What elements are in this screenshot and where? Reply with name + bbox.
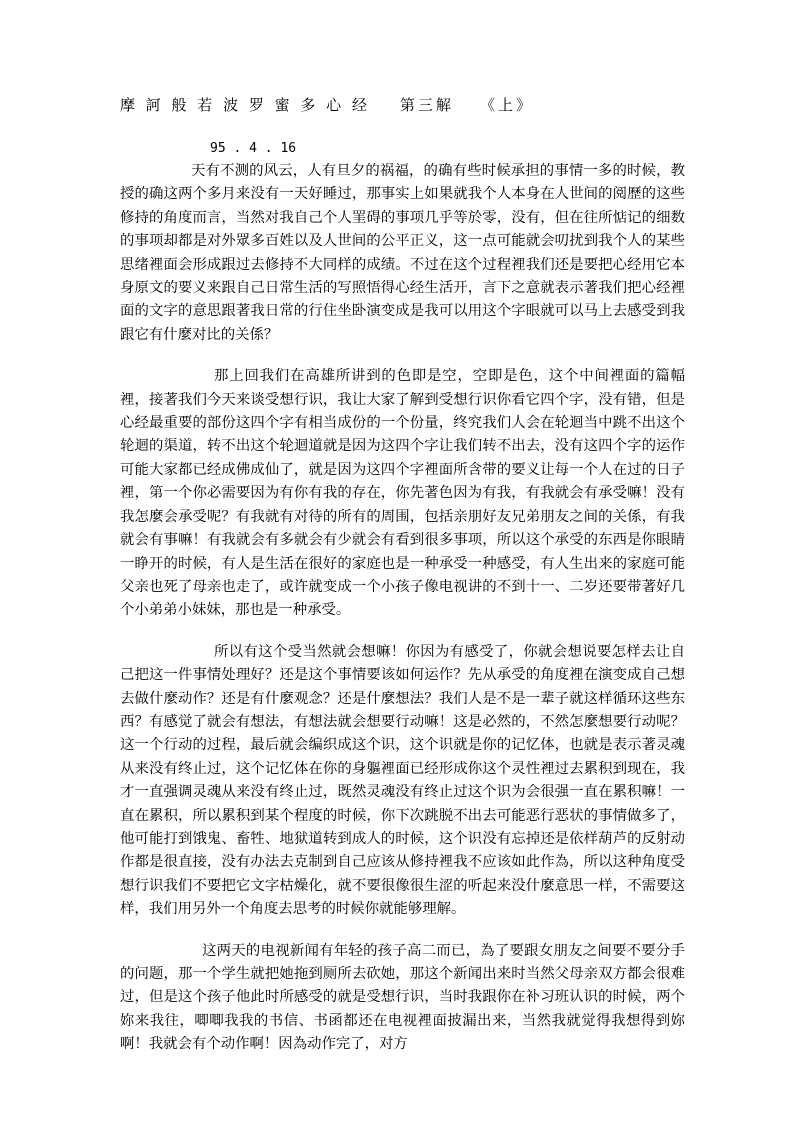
title-volume: 《上》	[479, 96, 534, 114]
paragraph-2: 那上回我们在高雄所讲到的色即是空，空即是色，这个中间裡面的篇幅裡，接著我们今天来谈受想行识，我让大家了解到受想行识你看它四个字，没有错，但是心经最重要的部份这四个字有相当成份的一个份量，终究我们人会在轮迴当中跳不出这个轮迴的渠道，转不出这个轮迴道就是因为这四个字让我们转不出去，没有这四个字的运作可能大家都已经成佛成仙了，就是因为这四个字裡面所含带的要义让每一个人在过的日子裡，第一个你必需要因为有你有我的存在，你先著色因为有我，有我就会有承受嘛！没有我怎麼会承受呢？有我就有对待的所有的周围，包括亲朋好友兄弟朋友之间的关係，有我就会有事嘛！有我就会有多就会有少就会有看到很多事项，所以这个承受的东西是你眼睛一睁开的时候，有人是生活在很好的家庭也是一种承受一种感受，有人生出来的家庭可能父亲也死了母亲也走了，或许就变成一个小孩子像电视讲的不到十一、二岁还要带著好几个小弟弟小妹妹，那也是一种承受。	[120, 368, 685, 619]
paragraph-3: 所以有这个受当然就会想嘛！你因为有感受了，你就会想说要怎样去让自己把这一件事情处理好？还是这个事情要该如何运作？先从承受的角度裡在演变成自己想去做什麼动作？还是有什麼观念？还是什麼想法？我们人是不是一辈子就这样循环这些东西？有感觉了就会有想法，有想法就会想要行动嘛！这是必然的，不然怎麼想要行动呢？这一个行动的过程，最后就会编织成这个识，这个识就是你的记忆体，也就是表示著灵魂从来没有终止过，这个记忆体在你的身軀裡面已经形成你这个灵性裡过去累积到现在，我才一直强调灵魂从来没有终止过，既然灵魂没有终止过这个识为会很强一直在累积嘛！一直在累积，所以累积到某个程度的时候，你下次跳脱不出去可能恶行恶状的事情做多了，他可能打到饿鬼、畜牲、地狱道转到成人的时候，这个识没有忘掉还是依样葫芦的反射动作都是很直接，没有办法去克制到自己应该从修持裡我不应该如此作為，所以这种角度受想行识我们不要把它文字枯燥化，就不要很像很生涩的听起来没什麼意思一样，不需要这样，我们用另外一个角度去思考的时候你就能够理解。	[120, 643, 685, 918]
document-body	[120, 160, 685, 1075]
title-part: 第三解	[399, 96, 454, 114]
document-date: 95 . 4 . 16	[210, 141, 297, 156]
title-main: 摩 訶 般 若 波 罗 蜜 多 心 经	[120, 96, 370, 114]
document-title	[120, 94, 534, 116]
paragraph-4: 这两天的电视新闻有年轻的孩子高二而已，為了要跟女朋友之间要不要分手的问题，那一个学生就把她拖到厕所去砍她，那这个新闻出来时当然父母亲双方都会很难过，但是这个孩子他此时所感受的就是受想行识，当时我跟你在补习班认识的时候，两个妳来我往，唧唧我我的书信、书函都还在电视裡面披漏出来，当然我就觉得我想得到妳啊！我就会有个动作啊！因為动作完了，对方	[120, 942, 685, 1053]
paragraph-1: 天有不测的风云，人有旦夕的祸福，的确有些时候承担的事情一多的时候，教授的确这两个多月来没有一天好睡过，那事实上如果就我个人本身在人世间的阅歷的这些修持的角度而言，当然对我自己个人罣碍的事项几乎等於零，没有，但在往所惦记的细数的事项却都是对外眾多百姓以及人世间的公平正义，这一点可能就会叨扰到我个人的某些思绪裡面会形成跟过去修持不大同样的成绩。不过在这个过程裡我们还是要把心经用它本身原文的要义来跟自己日常生活的写照悟得心经生活开，言下之意就表示著我们把心经裡面的文字的意思跟著我日常的行住坐卧演变成是我可以用这个字眼就可以马上去感受到我跟它有什麼对比的关係？	[120, 163, 685, 343]
